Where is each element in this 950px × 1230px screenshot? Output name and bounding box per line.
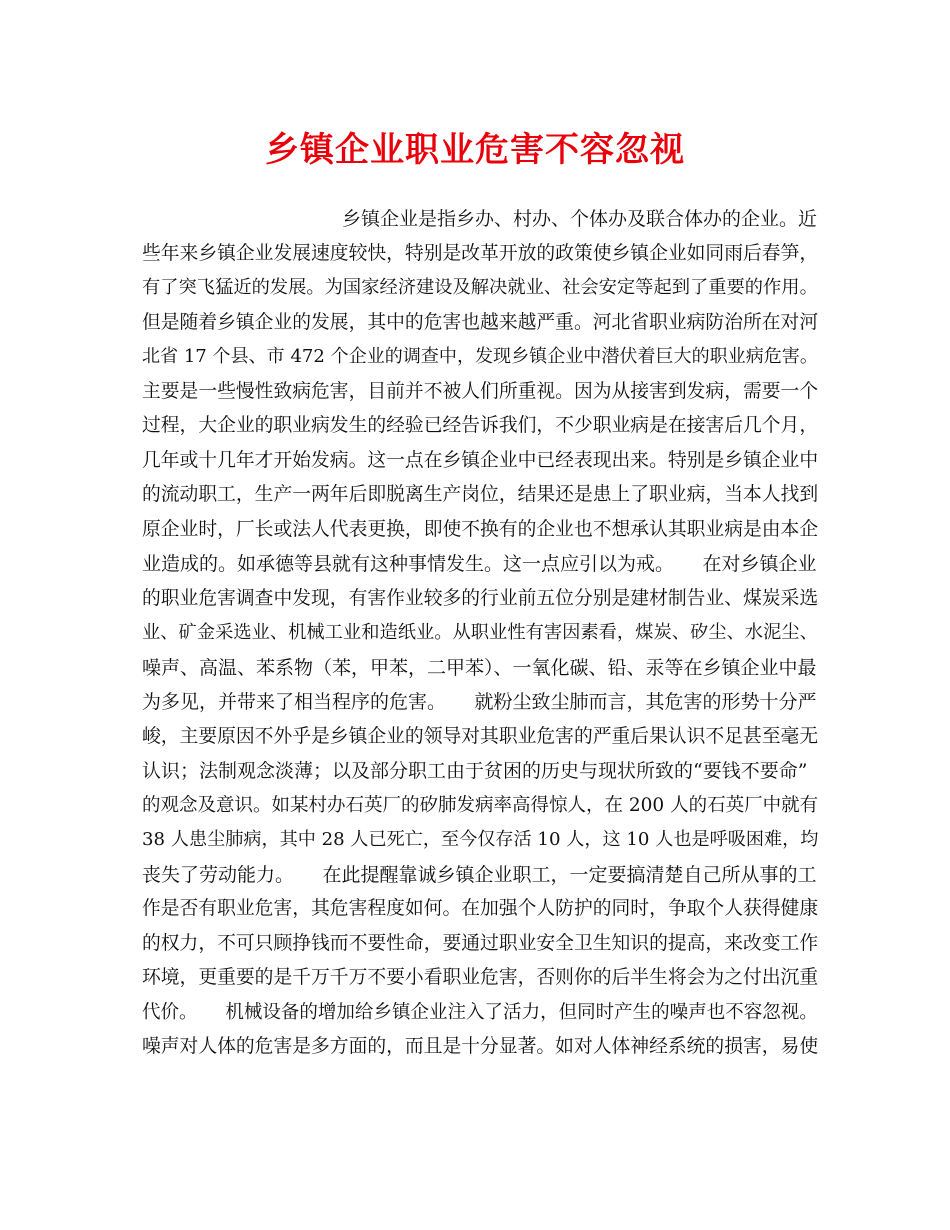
body-line: 丧失了劳动能力。 在此提醒靠诚乡镇企业职工，一定要搞清楚自己所从事的工 xyxy=(142,863,817,886)
body-line: 的观念及意识。如某村办石英厂的矽肺发病率高得惊人，在 200 人的石英厂中就有 xyxy=(142,794,819,816)
body-line: 环境，更重要的是千万千万不要小看职业危害，否则你的后半生将会为之付出沉重 xyxy=(142,967,819,988)
body-line: 乡镇企业是指乡办、村办、个体办及联合体办的企业。近 xyxy=(342,208,818,230)
body-line: 几年或十几年才开始发病。这一点在乡镇企业中已经表现出来。特别是乡镇企业中 xyxy=(142,449,819,471)
body-line: 为多见，并带来了相当程序的危害。 就粉尘致尘肺而言，其危害的形势十分严 xyxy=(142,691,817,713)
body-line: 的流动职工，生产一两年后即脱离生产岗位，结果还是患上了职业病，当本人找到 xyxy=(142,484,819,505)
body-line: 38 人患尘肺病，其中 28 人已死亡，至今仅存活 10 人，这 10 人也是呼吸困难，均 xyxy=(142,829,819,850)
body-line: 代价。 机械设备的增加给乡镇企业注入了活力，但同时产生的噪声也不容忽视。 xyxy=(142,1001,818,1023)
body-line: 原企业时，厂长或法人代表更换，即使不换有的企业也不想承认其职业病是由本企 xyxy=(142,518,819,540)
body-line: 主要是一些慢性致病危害，目前并不被人们所重视。因为从接害到发病，需要一个 xyxy=(142,380,819,402)
body-line: 过程，大企业的职业病发生的经验已经告诉我们，不少职业病是在接害后几个月， xyxy=(142,415,819,436)
body-line: 北省 17 个县、市 472 个企业的调查中，发现乡镇企业中潜伏着巨大的职业病危害。 xyxy=(142,346,818,367)
body-line: 认识；法制观念淡薄；以及部分职工由于贫困的历史与现状所致的“要钱不要命” xyxy=(142,760,808,782)
body-line: 作是否有职业危害，其危害程度如何。在加强个人防护的同时，争取个人获得健康 xyxy=(142,898,819,919)
body-line: 业造成的。如承德等县就有这种事情发生。这一点应引以为戒。 在对乡镇企业 xyxy=(142,553,817,575)
body-line: 有了突飞猛近的发展。为国家经济建设及解决就业、社会安定等起到了重要的作用。 xyxy=(142,277,818,298)
body-line: 业、矿金采选业、机械工业和造纸业。从职业性有害因素看，煤炭、矽尘、水泥尘、 xyxy=(142,622,818,643)
body-line: 噪声对人体的危害是多方面的，而且是十分显著。如对人体神经系统的损害，易使 xyxy=(142,1036,819,1057)
body-line: 峻，主要原因不外乎是乡镇企业的领导对其职业危害的严重后果认识不足甚至毫无 xyxy=(142,725,819,747)
document-title: 乡镇企业职业危害不容忽视 xyxy=(265,130,685,170)
document-body xyxy=(142,202,822,1065)
body-line: 但是随着乡镇企业的发展，其中的危害也越来越严重。河北省职业病防治所在对河 xyxy=(142,311,819,333)
body-line: 的职业危害调查中发现，有害作业较多的行业前五位分别是建材制告业、煤炭采选 xyxy=(142,587,819,609)
body-line: 噪声、高温、苯系物（苯，甲苯，二甲苯）、一氧化碳、铅、汞等在乡镇企业中最 xyxy=(142,656,817,679)
body-line: 些年来乡镇企业发展速度较快，特别是改革开放的政策使乡镇企业如同雨后春笋， xyxy=(142,242,819,264)
body-line: 的权力，不可只顾挣钱而不要性命，要通过职业安全卫生知识的提高，来改变工作 xyxy=(142,932,819,954)
